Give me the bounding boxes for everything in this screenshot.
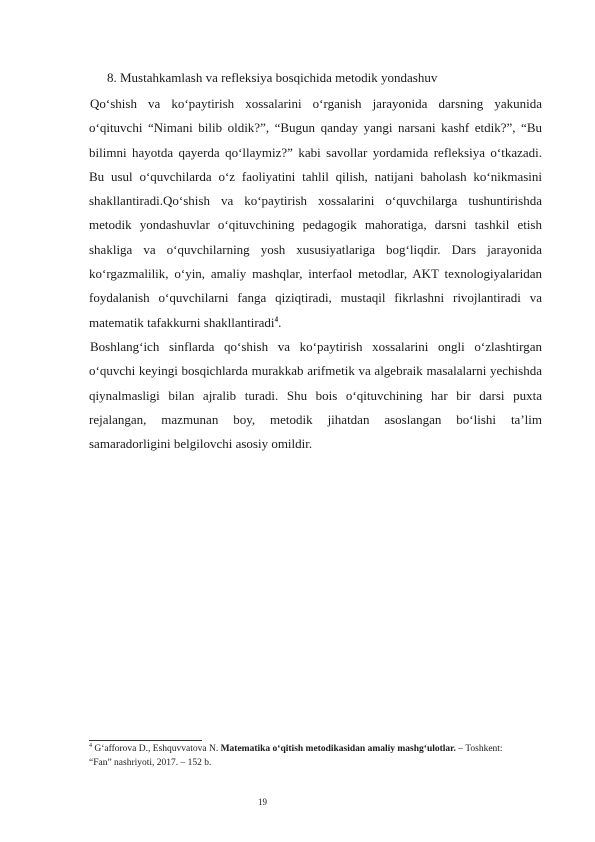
paragraph-1-end: .: [278, 314, 282, 330]
main-content: [89, 67, 542, 456]
footnote-number: 4: [89, 742, 92, 749]
paragraph-reflection: [89, 92, 542, 335]
section-heading: 8. Mustahkamlash va refleksiya bosqichida metodik yondashuv: [107, 70, 438, 85]
page-number: 19: [258, 797, 267, 807]
footnote: [89, 742, 509, 770]
footnote-title: Matematika o‘qitish metodikasidan amaliy mashg‘ulotlar.: [220, 744, 456, 754]
footnote-divider: [89, 740, 202, 741]
footnote-publisher: – Toshkent: “Fan” nashriyoti, 2017. – 152 b.: [89, 744, 503, 768]
footnote-reference[interactable]: 4: [274, 315, 279, 324]
paragraph-1-text: Qo‘shish va ko‘paytirish xossalarini o‘rganish jarayonida darsning yakunida o‘qituvchi “Nimani bilib oldik?”, “Bugun qanday yangi narsani kashf etdik?”, “Bu bilimni hayotda qayerda qo‘llaymiz?” kabi savollar yordamida refleksiya o‘tkazadi. Bu usul o‘quvchilarda o‘z faoliyatini tahlil qilish, natijani baholash ko‘nikmasini shakllantiradi.Qo‘shish va ko‘paytirish xossalarini o‘quvchilarga tushuntirishda metodik yondashuvlar o‘qituvchining pedagogik mahoratiga, darsni tashkil etish shakliga va o‘quvchilarning yosh xususiyatlariga bog‘liqdir. Dars jarayonida ko‘rgazmalilik, o‘yin, amaliy mashqlar, interfaol metodlar, AKT texnologiyalaridan foydalanish o‘quvchilarni fanga qiziqtiradi, mustaqil fikrlashni rivojlantiradi va matematik tafakkurni shakllantiradi: [89, 96, 542, 330]
footnote-authors: G‘afforova D., Eshquvvatova N.: [92, 744, 221, 754]
paragraph-conclusion: Boshlang‘ich sinflarda qo‘shish va ko‘paytirish xossalarini ongli o‘zlashtirgan o‘quvchi keyingi bosqichlarda murakkab arifmetik va algebraik masalalarni yechishda qiynalmasligi bilan ajralib turadi. Shu bois o‘qituvchining har bir darsi puxta rejalangan, mazmunan boy, metodik jihatdan asoslangan bo‘lishi ta’lim samaradorligini belgilovchi asosiy omildir.: [89, 338, 542, 452]
